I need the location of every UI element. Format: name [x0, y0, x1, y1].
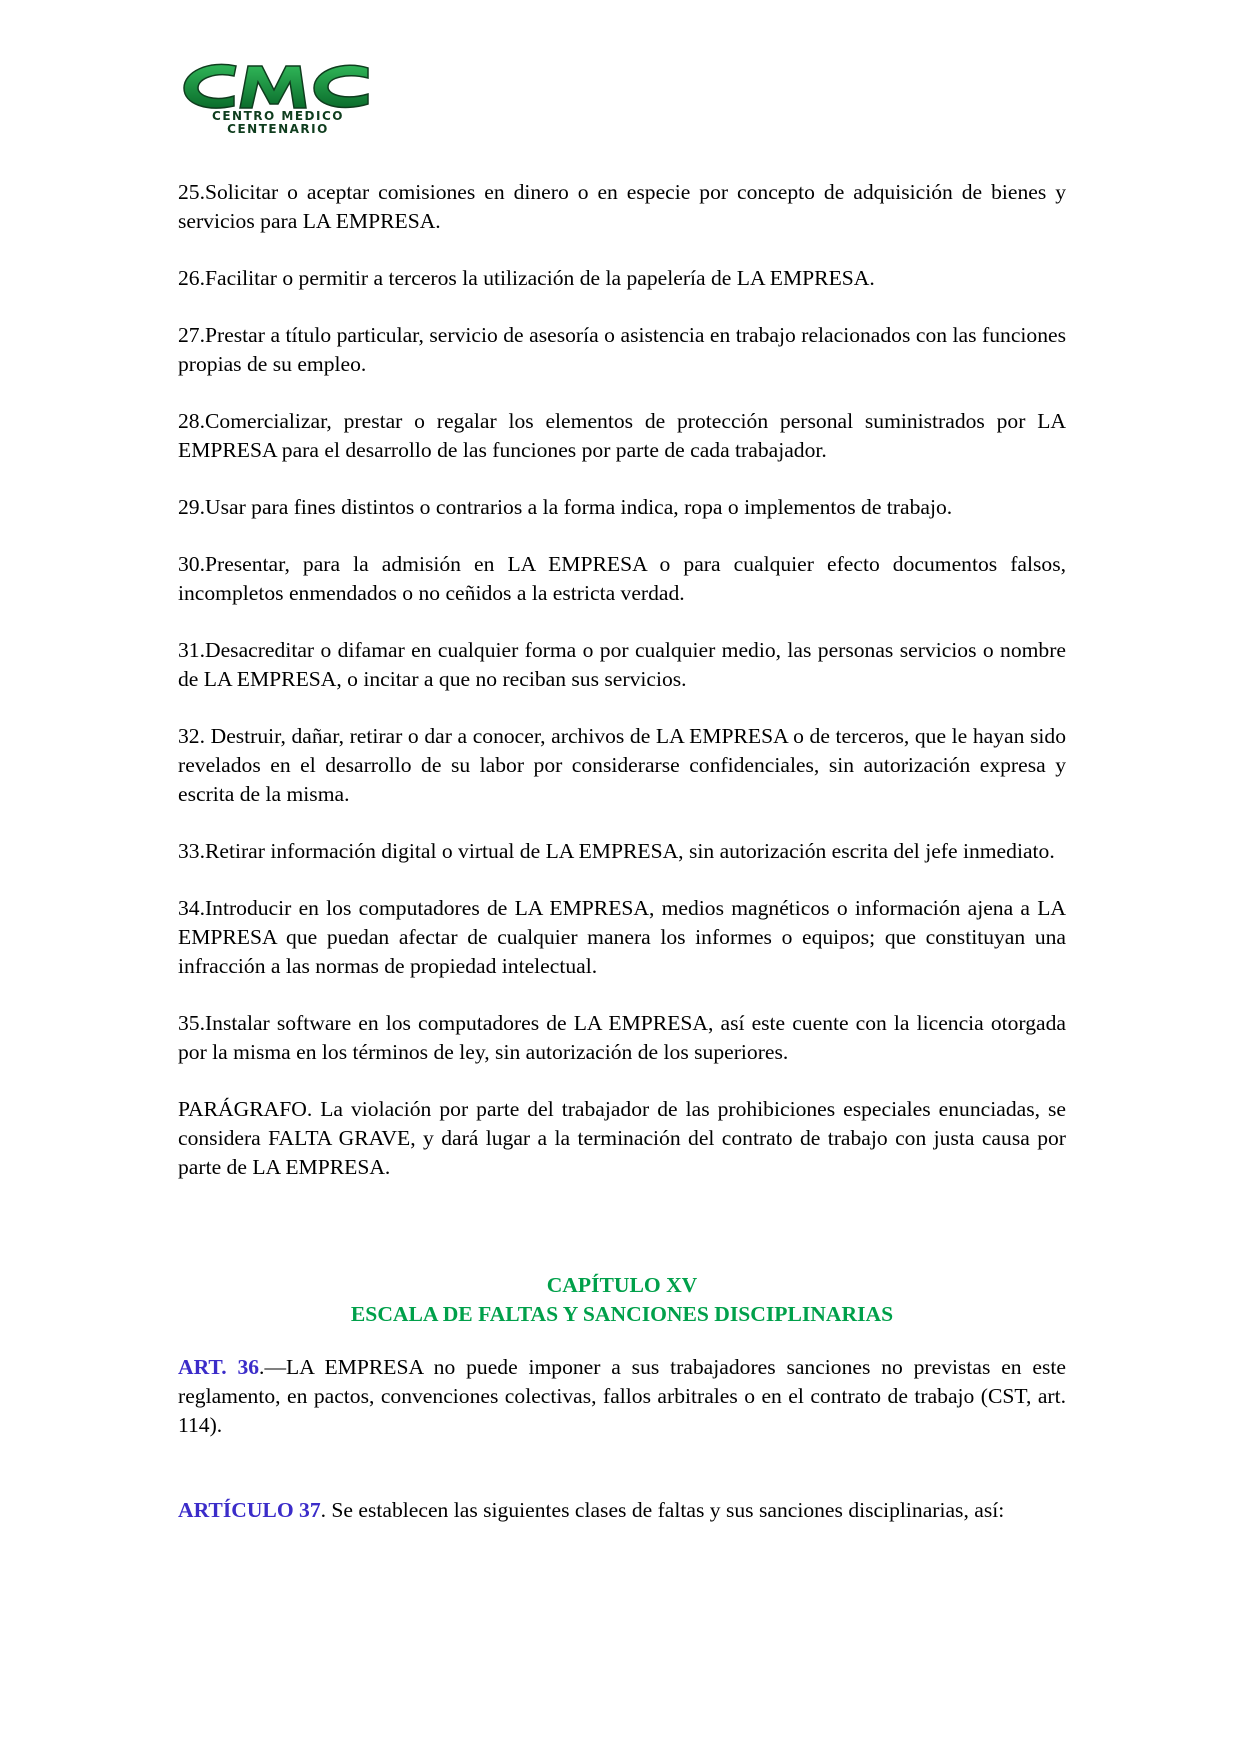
article-36-text: .—LA EMPRESA no puede imponer a sus trabajadores sanciones no previstas en este reglamento, en pactos, convenciones colectivas, fallos arbitrales o en el contrato de trabajo (CST, art. 114). — [178, 1355, 1066, 1437]
chapter-number: CAPÍTULO XV — [546, 1273, 698, 1297]
logo-letter-m — [240, 66, 306, 108]
company-logo — [178, 58, 378, 138]
spacer — [178, 1468, 1066, 1496]
list-item: 30.Presentar, para la admisión en LA EMPRESA o para cualquier efecto documentos falsos, incompletos enmendados o no ceñidos a la estricta verdad. — [178, 552, 1066, 605]
list-item: 29.Usar para fines distintos o contrarios a la forma indica, ropa o implementos de trabajo. — [178, 495, 953, 519]
list-item: 35.Instalar software en los computadores de LA EMPRESA, así este cuente con la licencia otorgada por la misma en los términos de ley, sin autorización de los superiores. — [178, 1011, 1066, 1064]
list-item: 28.Comercializar, prestar o regalar los elementos de protección personal suministrados por LA EMPRESA para el desarrollo de las funciones por parte de cada trabajador. — [178, 409, 1066, 462]
chapter-heading — [178, 1271, 1066, 1329]
list-item: 27.Prestar a título particular, servicio de asesoría o asistencia en trabajo relacionados con las funciones propias de su empleo. — [178, 323, 1066, 376]
list-item: 33.Retirar información digital o virtual de LA EMPRESA, sin autorización escrita del jefe inmediato. — [178, 839, 1055, 863]
logo-line-2: CENTENARIO — [227, 122, 329, 136]
list-item: 32. Destruir, dañar, retirar o dar a conocer, archivos de LA EMPRESA o de terceros, que le hayan sido revelados en el desarrollo de su labor por considerarse confidenciales, sin autorización expresa y escrita de la misma. — [178, 724, 1066, 806]
article-37-text: . Se establecen las siguientes clases de faltas y sus sanciones disciplinarias, así: — [320, 1498, 1005, 1522]
article-37 — [178, 1496, 1066, 1525]
chapter-title: ESCALA DE FALTAS Y SANCIONES DISCIPLINARIAS — [350, 1302, 894, 1326]
spacer — [178, 1210, 1066, 1271]
list-item: 34.Introducir en los computadores de LA EMPRESA, medios magnéticos o información ajena a LA EMPRESA que puedan afectar de cualquier manera los informes o equipos; que constituyan una infracción a las normas de propiedad intelectual. — [178, 896, 1066, 978]
list-item: 31.Desacreditar o difamar en cualquier forma o por cualquier medio, las personas servicios o nombre de LA EMPRESA, o incitar a que no reciban sus servicios. — [178, 638, 1066, 691]
article-37-label: ARTÍCULO 37 — [178, 1498, 321, 1522]
list-item: 25.Solicitar o aceptar comisiones en dinero o en especie por concepto de adquisición de bienes y servicios para LA EMPRESA. — [178, 180, 1066, 233]
logo-letter-c-right — [314, 65, 368, 107]
list-item: 26.Facilitar o permitir a terceros la utilización de la papelería de LA EMPRESA. — [178, 266, 875, 290]
logo-letter-c-left — [184, 64, 236, 108]
article-36-label: ART. 36 — [178, 1355, 260, 1379]
document-body — [178, 178, 1066, 1553]
paragrafo: PARÁGRAFO. La violación por parte del trabajador de las prohibiciones especiales enunciadas, se considera FALTA GRAVE, y dará lugar a la terminación del contrato de trabajo con justa causa por parte de LA EMPRESA. — [178, 1097, 1066, 1179]
logo-line-1: CENTRO MEDICO — [212, 109, 344, 123]
article-36 — [178, 1353, 1066, 1440]
